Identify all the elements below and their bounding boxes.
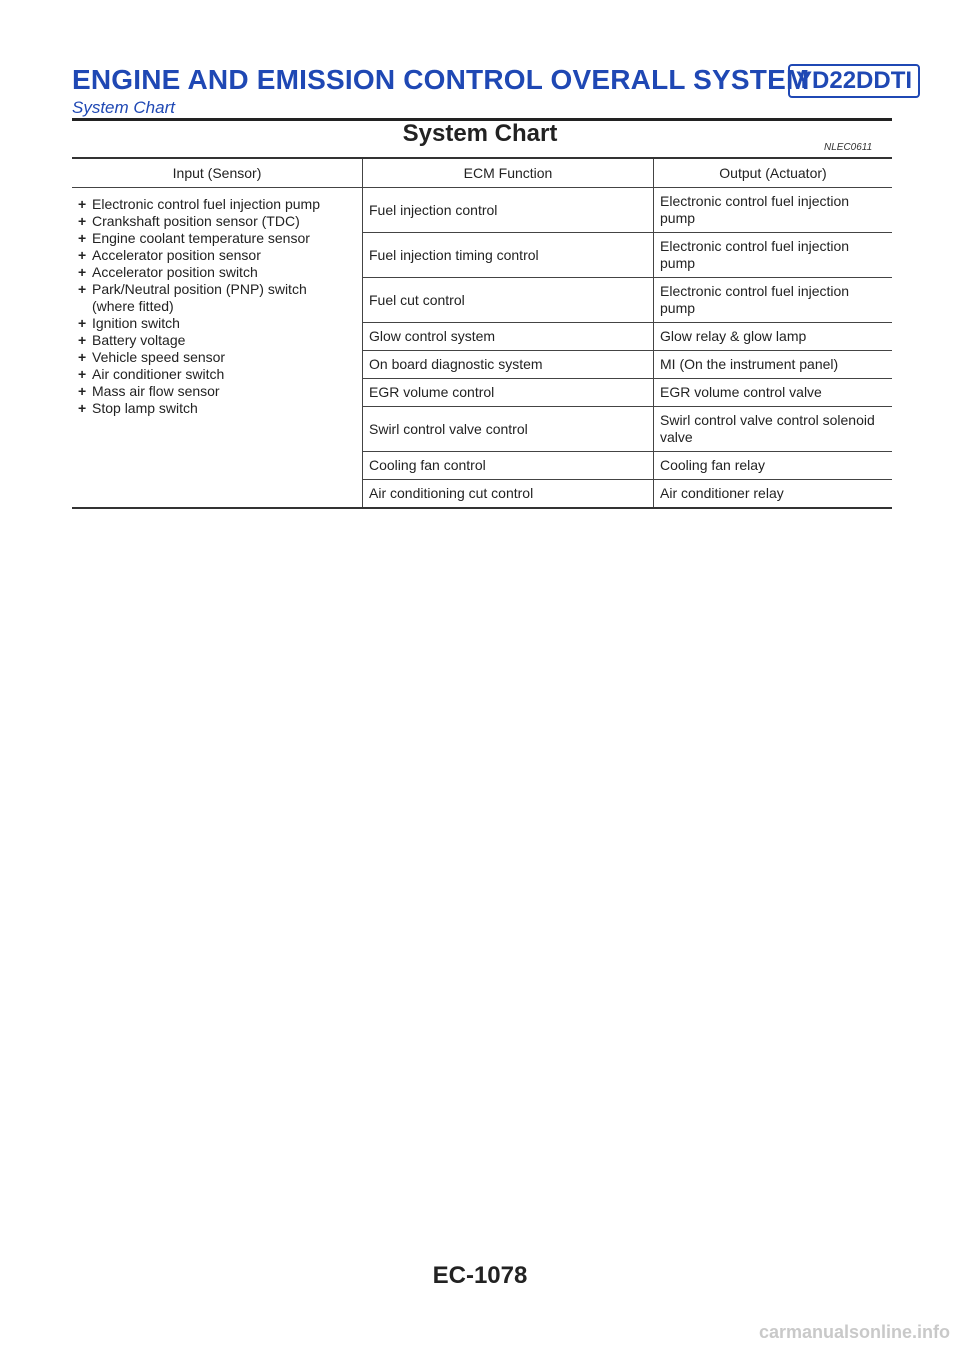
bullet-icon: + (78, 366, 87, 382)
table-header-row (72, 158, 892, 188)
output-actuator-cell: EGR volume control valve (654, 379, 893, 407)
page-number: EC-1078 (432, 1262, 528, 1289)
ecm-function-cell: EGR volume control (363, 379, 654, 407)
column-header-output: Output (Actuator) (654, 158, 893, 188)
bullet-icon: + (78, 264, 87, 280)
table-row (72, 188, 892, 233)
output-actuator-cell: Electronic control fuel injection pump (654, 278, 893, 323)
bullet-icon: + (78, 315, 87, 331)
output-actuator-cell: MI (On the instrument panel) (654, 351, 893, 379)
list-item: + Accelerator position switch (78, 264, 258, 280)
output-actuator-cell: Electronic control fuel injection pump (654, 233, 893, 278)
list-item: + Ignition switch (78, 315, 180, 331)
output-actuator-cell: Swirl control valve control solenoid valve (654, 407, 893, 452)
bullet-icon: + (78, 281, 87, 297)
ecm-function-cell: Fuel injection control (363, 188, 654, 233)
output-actuator-cell: Glow relay & glow lamp (654, 323, 893, 351)
list-item: + Accelerator position sensor (78, 247, 261, 263)
bullet-icon: + (78, 196, 87, 212)
ecm-function-cell: Cooling fan control (363, 452, 654, 480)
list-item: + Crankshaft position sensor (TDC) (78, 213, 300, 229)
system-chart-table (72, 157, 892, 509)
bullet-icon: + (78, 230, 87, 246)
bullet-icon: + (78, 383, 87, 399)
output-actuator-cell: Cooling fan relay (654, 452, 893, 480)
bullet-icon: + (78, 332, 87, 348)
list-item: + Battery voltage (78, 332, 186, 348)
input-sensor-list (78, 196, 356, 417)
list-item: + Air conditioner switch (78, 366, 225, 382)
list-item: + Park/Neutral position (PNP) switch (78, 281, 307, 297)
column-header-function: ECM Function (363, 158, 654, 188)
bullet-icon: + (78, 349, 87, 365)
input-sensor-cell (72, 188, 363, 508)
engine-code-badge: YD22DDTI (788, 64, 920, 98)
column-header-input: Input (Sensor) (72, 158, 363, 188)
bullet-icon: + (78, 247, 87, 263)
bullet-icon: + (78, 213, 87, 229)
ecm-function-cell: On board diagnostic system (363, 351, 654, 379)
output-actuator-cell: Air conditioner relay (654, 480, 893, 508)
page-title: System Chart (402, 120, 558, 147)
section-subtitle: System Chart (72, 98, 175, 117)
list-item: + Mass air flow sensor (78, 383, 220, 399)
bullet-icon: + (78, 400, 87, 416)
ecm-function-cell: Air conditioning cut control (363, 480, 654, 508)
output-actuator-cell: Electronic control fuel injection pump (654, 188, 893, 233)
list-item: + Electronic control fuel injection pump (78, 196, 321, 212)
reference-code: NLEC0611 (824, 142, 873, 153)
section-title: ENGINE AND EMISSION CONTROL OVERALL SYSTEM (72, 64, 810, 95)
watermark: carmanualsonline.info (758, 1322, 950, 1342)
list-item: + Engine coolant temperature sensor (78, 230, 310, 246)
ecm-function-cell: Glow control system (363, 323, 654, 351)
ecm-function-cell: Swirl control valve control (363, 407, 654, 452)
list-item: + Stop lamp switch (78, 400, 198, 416)
list-item: + Vehicle speed sensor (78, 349, 226, 365)
ecm-function-cell: Fuel injection timing control (363, 233, 654, 278)
list-item-note: (where fitted) (92, 298, 174, 314)
ecm-function-cell: Fuel cut control (363, 278, 654, 323)
